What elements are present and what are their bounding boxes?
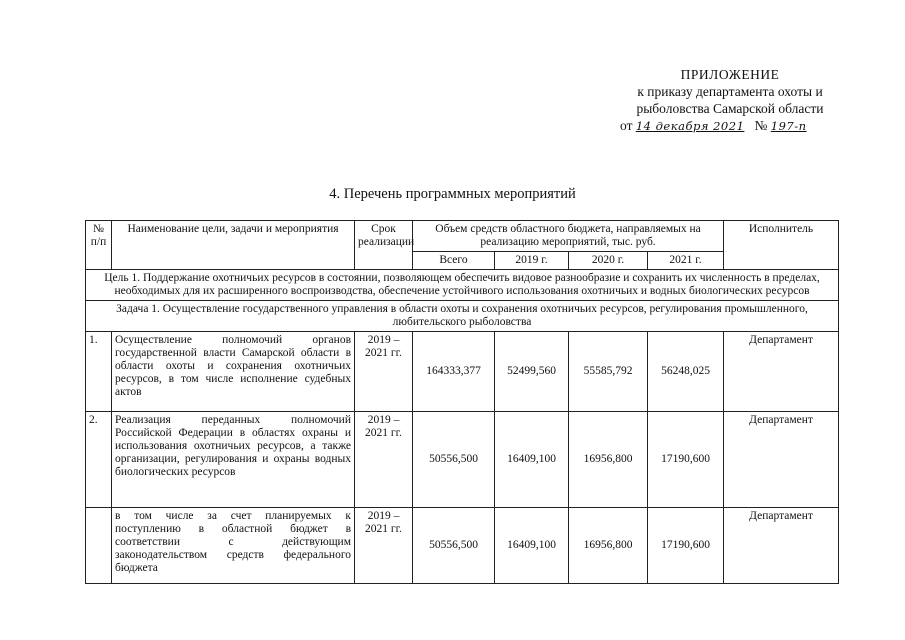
order-number: 197-п: [770, 119, 807, 133]
row-name: Реализация переданных полномочий Российской Федерации в областях охраны и использования охотничьих ресурсов, а также организации, регулирования и охраны водных биологических ресурсов: [112, 412, 355, 508]
row-executor: Департамент: [724, 508, 839, 584]
row-2020: 55585,792: [569, 332, 648, 412]
row-term: 2019 – 2021 гг.: [355, 508, 413, 584]
row-2019: 16409,100: [495, 412, 569, 508]
row-num: 1.: [86, 332, 112, 412]
appendix-title: ПРИЛОЖЕНИЕ: [680, 67, 780, 82]
measures-table: [85, 220, 839, 584]
row-2021: 17190,600: [648, 412, 724, 508]
row-num: 2.: [86, 412, 112, 508]
header-2019: 2019 г.: [495, 252, 569, 270]
row-executor: Департамент: [724, 332, 839, 412]
header-budget: Объем средств областного бюджета, направляемых на реализацию мероприятий, тыс. руб.: [413, 221, 724, 252]
table-row: [86, 332, 839, 412]
table-row: [86, 412, 839, 508]
header-executor: Исполнитель: [724, 221, 839, 270]
section-heading: 4. Перечень программных мероприятий: [329, 186, 576, 202]
order-number-label: №: [754, 118, 768, 133]
row-2019: 16409,100: [495, 508, 569, 584]
order-from-label: от: [620, 118, 633, 133]
header-2020: 2020 г.: [569, 252, 648, 270]
task-row: Задача 1. Осуществление государственного управления в области охоты и сохранения охотничьих ресурсов, регулирования промышленного, любительского рыболовства: [86, 301, 839, 332]
order-date: 14 декабря 2021: [635, 119, 745, 133]
row-term: 2019 – 2021 гг.: [355, 412, 413, 508]
header-term: Срок реализации: [355, 221, 413, 270]
row-2021: 56248,025: [648, 332, 724, 412]
header-total: Всего: [413, 252, 495, 270]
appendix-block: [600, 66, 860, 117]
goal-row: Цель 1. Поддержание охотничьих ресурсов в состоянии, позволяющем обеспечить видовое разнообразие и сохранить их численность в пределах, необходимых для их расширенного воспроизводства, обеспечение устойчивого использования охотничьих и водных биологических ресурсов: [86, 270, 839, 301]
row-2020: 16956,800: [569, 508, 648, 584]
row-2021: 17190,600: [648, 508, 724, 584]
header-num: № п/п: [86, 221, 112, 270]
row-2019: 52499,560: [495, 332, 569, 412]
table-row: [86, 508, 839, 584]
header-2021: 2021 г.: [648, 252, 724, 270]
appendix-line-2: рыболовства Самарской области: [636, 101, 824, 116]
row-total: 50556,500: [413, 508, 495, 584]
appendix-line-1: к приказу департамента охоты и: [637, 84, 823, 99]
row-2020: 16956,800: [569, 412, 648, 508]
row-executor: Департамент: [724, 412, 839, 508]
row-total: 50556,500: [413, 412, 495, 508]
row-total: 164333,377: [413, 332, 495, 412]
order-date-number: [620, 118, 880, 134]
row-num: [86, 508, 112, 584]
row-name: Осуществление полномочий органов государственной власти Самарской области в области охоты и сохранения охотничьих ресурсов, в том числе исполнение судебных актов: [112, 332, 355, 412]
row-name: в том числе за счет планируемых к поступлению в областной бюджет в соответствии с действующим законодательством средств федерального бюджета: [112, 508, 355, 584]
row-term: 2019 – 2021 гг.: [355, 332, 413, 412]
header-name: Наименование цели, задачи и мероприятия: [112, 221, 355, 270]
